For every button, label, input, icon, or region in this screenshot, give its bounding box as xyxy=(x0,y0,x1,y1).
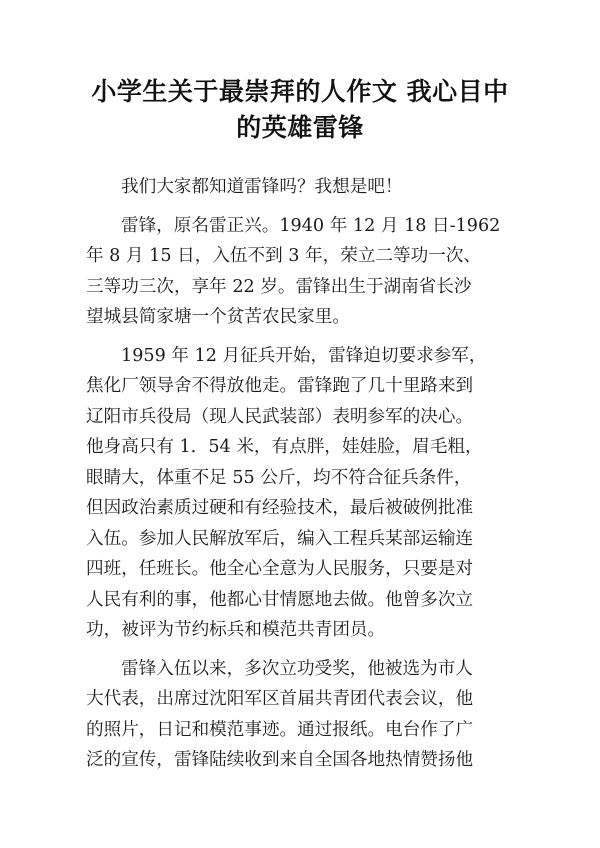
paragraph-line: 三等功三次，享年 22 岁。雷锋出生于湖南省长沙 xyxy=(86,276,472,297)
paragraph-line: 人民有利的事，他都心甘情愿地去做。他曾多次立 xyxy=(86,589,474,610)
paragraph-line: 1959 年 12 月征兵开始，雷锋迫切要求参军， xyxy=(121,345,487,366)
paragraph-2 xyxy=(86,211,516,333)
paragraph-line: 大代表，出席过沈阳军区首届共青团代表会议，他 xyxy=(86,689,474,709)
document-title xyxy=(60,74,540,146)
paragraph-line: 眼睛大，体重不足 55 公斤，均不符合征兵条件， xyxy=(86,467,472,488)
paragraph-line: 功，被评为节约标兵和模范共青团员。 xyxy=(86,620,386,640)
paragraph-line: 的照片，日记和模范事迹。通过报纸。电台作了广 xyxy=(86,719,474,740)
paragraph-1 xyxy=(86,172,516,203)
paragraph-line: 辽阳市兵役局（现人民武装部）表明参军的决心。 xyxy=(86,406,474,427)
document-body xyxy=(86,172,516,784)
paragraph-line: 望城县简家塘一个贫苦农民家里。 xyxy=(86,307,350,327)
paragraph-line: 四班，任班长。他全心全意为人民服务，只要是对 xyxy=(86,559,474,579)
paragraph-line: 但因政治素质过硬和有经验技术，最后被破例批准 xyxy=(86,498,474,518)
title-line-1: 小学生关于最崇拜的人作文 我心目中 xyxy=(91,77,509,106)
paragraph-line: 他身高只有 1．54 米，有点胖，娃娃脸，眉毛粗， xyxy=(86,437,483,457)
paragraph-line: 雷锋，原名雷正兴。1940 年 12 月 18 日-1962 xyxy=(121,215,501,236)
paragraph-line: 我们大家都知道雷锋吗？我想是吧！ xyxy=(121,177,403,197)
paragraph-line: 入伍。参加人民解放军后，编入工程兵某部运输连 xyxy=(86,528,474,549)
paragraph-4 xyxy=(86,654,516,776)
paragraph-line: 泛的宣传，雷锋陆续收到来自全国各地热情赞扬他 xyxy=(86,750,474,770)
paragraph-line: 年 8 月 15 日，入伍不到 3 年，荣立二等功一次、 xyxy=(86,246,482,266)
paragraph-line: 焦化厂领导舍不得放他走。雷锋跑了几十里路来到 xyxy=(86,376,474,396)
paragraph-3 xyxy=(86,341,516,646)
paragraph-line: 雷锋入伍以来，多次立功受奖，他被选为市人 xyxy=(121,658,473,679)
title-line-2: 的英雄雷锋 xyxy=(236,113,364,142)
